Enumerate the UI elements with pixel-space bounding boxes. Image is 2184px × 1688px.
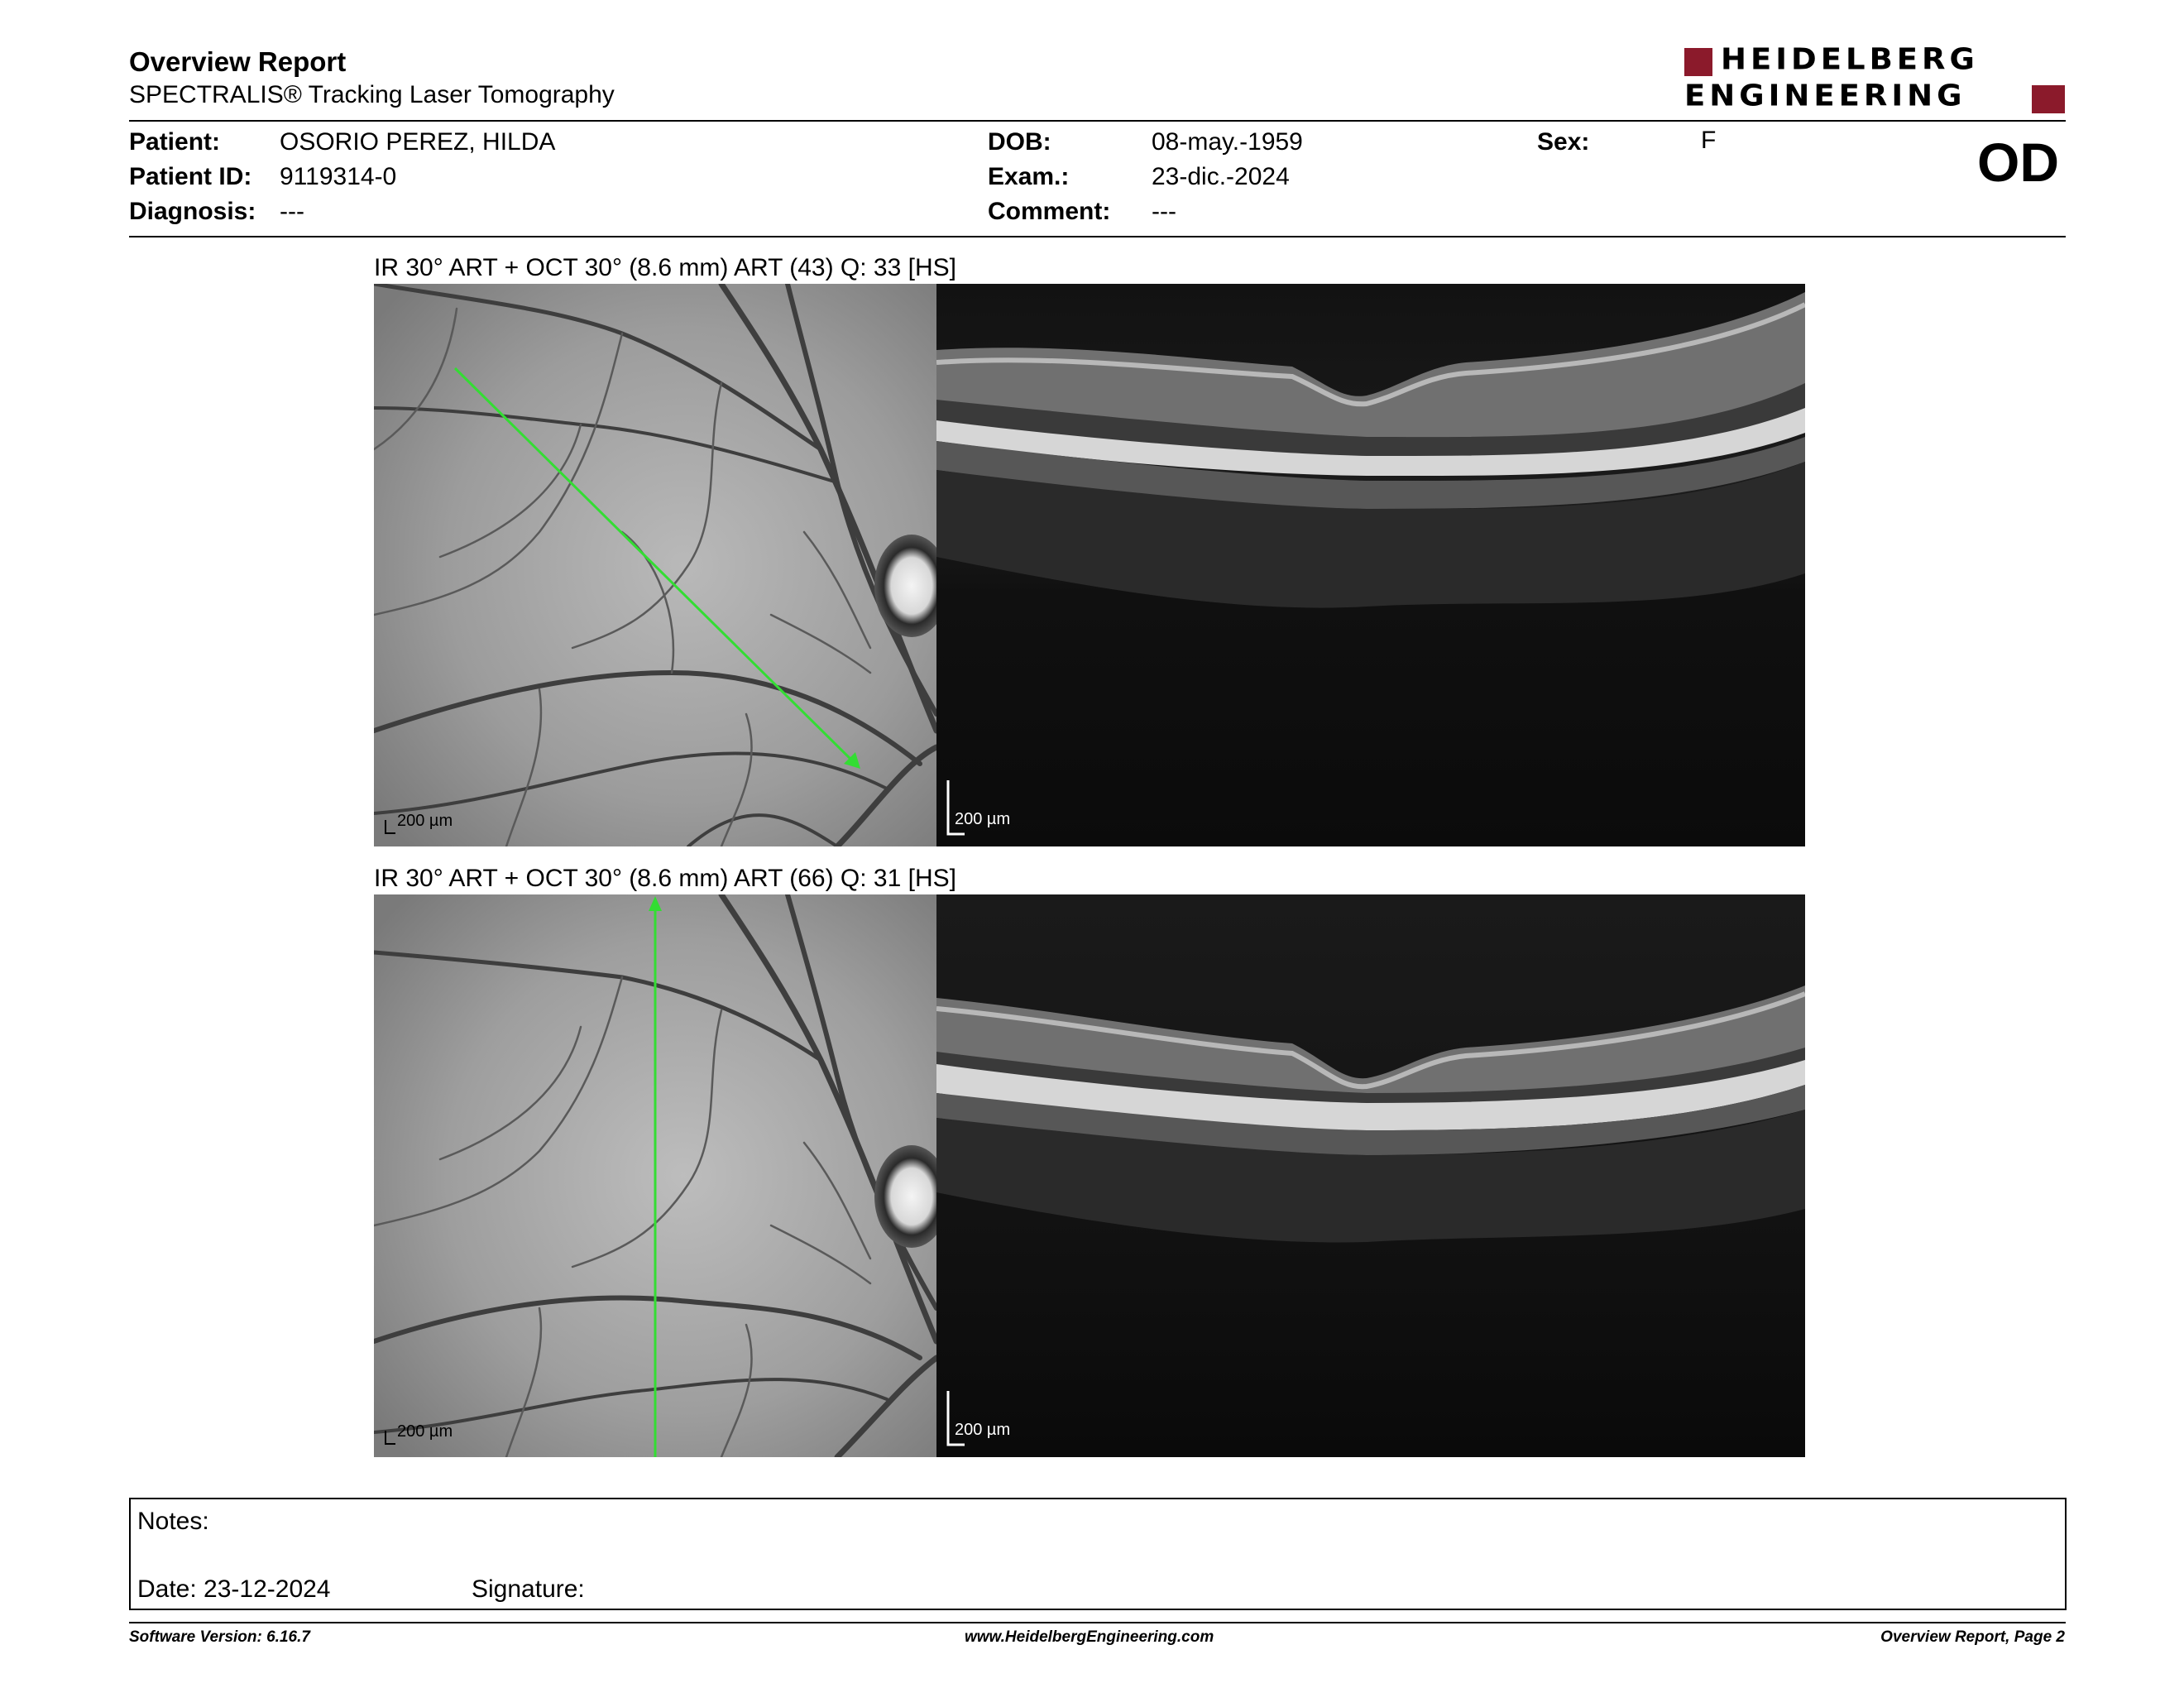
patient-label: Patient:: [129, 128, 221, 156]
comment-label: Comment:: [988, 198, 1111, 225]
diagnosis-label: Diagnosis:: [129, 198, 256, 225]
patient-divider: [129, 236, 2066, 237]
heidelberg-logo: [1684, 42, 2067, 118]
ir-scale-label: 200 µm: [397, 1422, 453, 1441]
sex-label: Sex:: [1537, 128, 1590, 156]
dob-label: DOB:: [988, 128, 1051, 156]
signature-label: Signature:: [472, 1575, 585, 1603]
oct-scale-label: 200 µm: [955, 1421, 1011, 1439]
dob-value: 08-may.-1959: [1152, 128, 1303, 156]
logo-line1: HEIDELBERG: [1721, 42, 1979, 76]
exam-label: Exam.:: [988, 163, 1070, 190]
patient-value: OSORIO PEREZ, HILDA: [280, 128, 556, 156]
sex-value: F: [1701, 127, 1717, 154]
scan-caption: IR 30° ART + OCT 30° (8.6 mm) ART (66) Q: 31 [HS]: [374, 865, 956, 892]
scan-caption: IR 30° ART + OCT 30° (8.6 mm) ART (43) Q: 33 [HS]: [374, 254, 956, 281]
report-title: Overview Report: [129, 46, 347, 77]
patient-id-label: Patient ID:: [129, 163, 252, 190]
diagnosis-value: ---: [280, 198, 304, 225]
logo-line2: ENGINEERING: [1684, 79, 1966, 113]
notes-label: Notes:: [137, 1508, 209, 1535]
date-label: Date: 23-12-2024: [137, 1575, 331, 1603]
comment-value: ---: [1152, 198, 1176, 225]
footer-divider: [129, 1622, 2066, 1623]
ir-fundus-image: [374, 284, 936, 846]
exam-value: 23-dic.-2024: [1152, 163, 1290, 190]
patient-id-value: 9119314-0: [280, 163, 397, 190]
page-indicator: Overview Report, Page 2: [1880, 1628, 2065, 1646]
report-subtitle: SPECTRALIS® Tracking Laser Tomography: [129, 81, 615, 108]
logo-red-square-top: [1684, 48, 1712, 76]
website-link[interactable]: www.HeidelbergEngineering.com: [965, 1628, 1214, 1646]
oct-bscan-image: [936, 894, 1805, 1457]
notes-box: [129, 1498, 2067, 1610]
ir-scale-label: 200 µm: [397, 812, 453, 830]
eye-indicator: OD: [1977, 132, 2059, 193]
software-version: Software Version: 6.16.7: [129, 1628, 310, 1646]
header-divider: [129, 120, 2066, 122]
ir-fundus-image: [374, 894, 936, 1457]
oct-bscan-image: [936, 284, 1805, 846]
logo-red-square-bottom: [2032, 85, 2065, 113]
oct-scale-label: 200 µm: [955, 810, 1011, 828]
